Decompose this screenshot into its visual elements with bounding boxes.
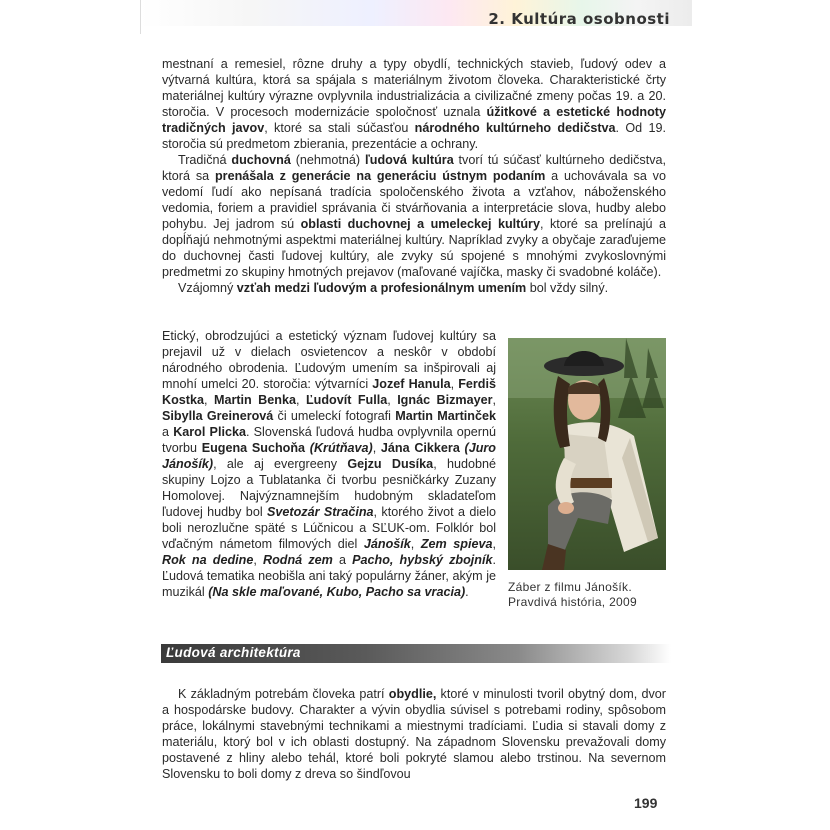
bold-span: ľudová kultúra [364, 153, 454, 167]
paragraph-material-culture [162, 56, 666, 152]
text-span: Vzájomný [178, 281, 237, 295]
photo-caption: Záber z filmu Jánošík. Pravdivá história, 2009 [508, 580, 637, 609]
bold-italic-span: (Krútňava) [309, 441, 373, 455]
paragraph-dwelling [162, 686, 666, 782]
bold-span: prenášala z generácie na generáciu ústnym podaním [214, 169, 546, 183]
bold-span: obydlie, [388, 687, 437, 701]
bold-span: národného kultúrneho dedičstva [414, 121, 616, 135]
film-still-photo [508, 338, 666, 570]
bold-italic-span: (Na skle maľované, Kubo, Pacho sa vracia) [208, 585, 466, 599]
bold-span: Jána Cikkera [380, 441, 460, 455]
bold-span: Sibylla Greinerová [162, 409, 274, 423]
header-rule [140, 0, 141, 34]
text-span: . [465, 585, 469, 599]
bold-span: Ignác Bizmayer [397, 393, 493, 407]
text-span: , [204, 393, 214, 407]
text-span: , hudobné skupiny Lojzo a Tublatanka či tvorbu pesničkárky Zuzany Homolovej. Najvýznamnejším hudobným skladateľom ľudovej hudby bol [162, 457, 497, 519]
text-span: , [295, 393, 306, 407]
text-span: Etický, obrodzujúci a estetický význam ľudovej kultúry sa prejavil už v dielach osvietencov a neskôr v období národného obrodenia. Ľudovým umením sa inšpirovali aj mnohí umelci 20. storočia: výtvarníci [162, 329, 496, 391]
bold-italic-span: Jánošík [363, 537, 411, 551]
upper-text-block [162, 56, 666, 296]
text-span: , [450, 377, 459, 391]
text-span: (nehmotná) [290, 153, 365, 167]
text-span: , [492, 393, 497, 407]
text-span: či umeleckí fotografi [273, 409, 396, 423]
lower-text-block [162, 686, 666, 782]
chapter-title: 2. Kultúra osobnosti [488, 10, 670, 28]
text-span: , [253, 553, 263, 567]
bold-italic-span: Rok na dedine [162, 553, 254, 567]
bold-italic-span: (Juro Jánošík) [162, 441, 496, 471]
text-span: , [410, 537, 421, 551]
text-span: tvorí tú súčasť kultúrneho dedičstva, ktorá sa [162, 153, 666, 183]
text-span: Tradičná [178, 153, 232, 167]
bold-span: Martin Martinček [395, 409, 496, 423]
section-heading: Ľudová architektúra [166, 645, 301, 660]
text-span: , [387, 393, 398, 407]
page-number: 199 [634, 795, 658, 811]
bold-italic-span: Rodná zem [263, 553, 333, 567]
text-span: , ktorého život a dielo boli nerozlučne späté s Lúčnicou a SĽUK-om. Folklór bol vďačným námetom filmových diel [162, 505, 496, 551]
paragraph-relationship [162, 280, 666, 296]
text-span: , ktoré sa prelínajú a dopĺňajú nehmotnými aspektmi materiálnej kultúry. Napríklad zvyky a obyčaje zaraďujeme do duchovnej časti ľudovej kultúry, ale zvyky sú spojené s mnohými zvykoslovnými predmetmi zo skupiny hmotných prejavov (maľované vajíčka, masky či svadobné koláče). [162, 217, 666, 279]
narrow-text-block [162, 328, 496, 600]
text-span: ktoré v minulosti tvoril obytný dom, dvor a hospodárske budovy. Charakter a vývin obydlia súvisel s potrebami rodiny, spôsobom práce, lokálnymi stavebnými technikami a miestnymi tradíciami. Ľudia si stavali domy z materiálu, ktorý bol v ich oblasti dostupný. Na západnom Slovensku prevažovali domy postavené z hliny alebo tehál, ktoré boli pokryté slamou alebo trstinou. Na severnom Slovensku to boli domy z dreva so šindľovou [162, 687, 666, 781]
text-span: , ale aj evergreeny [213, 457, 348, 471]
bold-span: duchovná [231, 153, 291, 167]
bold-span: Eugena Suchoňa [201, 441, 306, 455]
text-span: mestnaní a remesiel, rôzne druhy a typy obydlí, technických stavieb, ľudový odev a výtvarná kultúra, ktorá sa spájala s materiálnym životom človeka. Charakteristické črty materiálnej kultúry výrazne ovplyvnila industrializácia a civilizačné zmeny počas 19. a 20. storočia. V procesoch modernizácie spoločnosť uznala [162, 57, 666, 119]
paragraph-spiritual-culture [162, 152, 666, 280]
bold-span: Ľudovít Fulla [305, 393, 388, 407]
text-span: a uchovávala sa vo vedomí ľudí ako nepísaná tradícia spoločenského života a vzťahov, náboženského vedomia, foriem a pravidiel správania či stvárňovania a interpretácie slova, hudby alebo pohybu. Jej jadrom sú [162, 169, 666, 231]
text-span: , [372, 441, 381, 455]
text-span: . Od 19. storočia sú predmetom zbierania, prezentácie a ochrany. [162, 121, 666, 151]
text-span: a [162, 425, 174, 439]
bold-span: Gejzu Dusíka [347, 457, 434, 471]
text-span: . Slovenská ľudová hudba ovplyvnila opernú tvorbu [162, 425, 496, 455]
text-span: a [332, 553, 353, 567]
bold-span: Ferdiš Kostka [162, 377, 496, 407]
bold-span: Karol Plicka [173, 425, 246, 439]
text-span: , ktoré sa stali súčasťou [264, 121, 415, 135]
text-span: . Ľudová tematika neobišla ani taký populárny žáner, akým je muzikál [162, 553, 496, 599]
paragraph-artists [162, 328, 496, 600]
text-span: K základným potrebám človeka patrí [178, 687, 389, 701]
bold-italic-span: Pacho, hybský zbojník [352, 553, 493, 567]
text-span: , [492, 537, 496, 551]
bold-italic-span: Svetozár Stračina [266, 505, 374, 519]
text-span: bol vždy silný. [526, 281, 609, 295]
bold-span: Martin Benka [213, 393, 296, 407]
bold-span: oblasti duchovnej a umeleckej kultúry [300, 217, 540, 231]
bold-italic-span: Zem spieva [420, 537, 493, 551]
bold-span: úžitkové a estetické hodnoty tradičných javov [162, 105, 666, 135]
bold-span: vzťah medzi ľudovým a profesionálnym umením [236, 281, 527, 295]
bold-span: Jozef Hanula [372, 377, 451, 391]
